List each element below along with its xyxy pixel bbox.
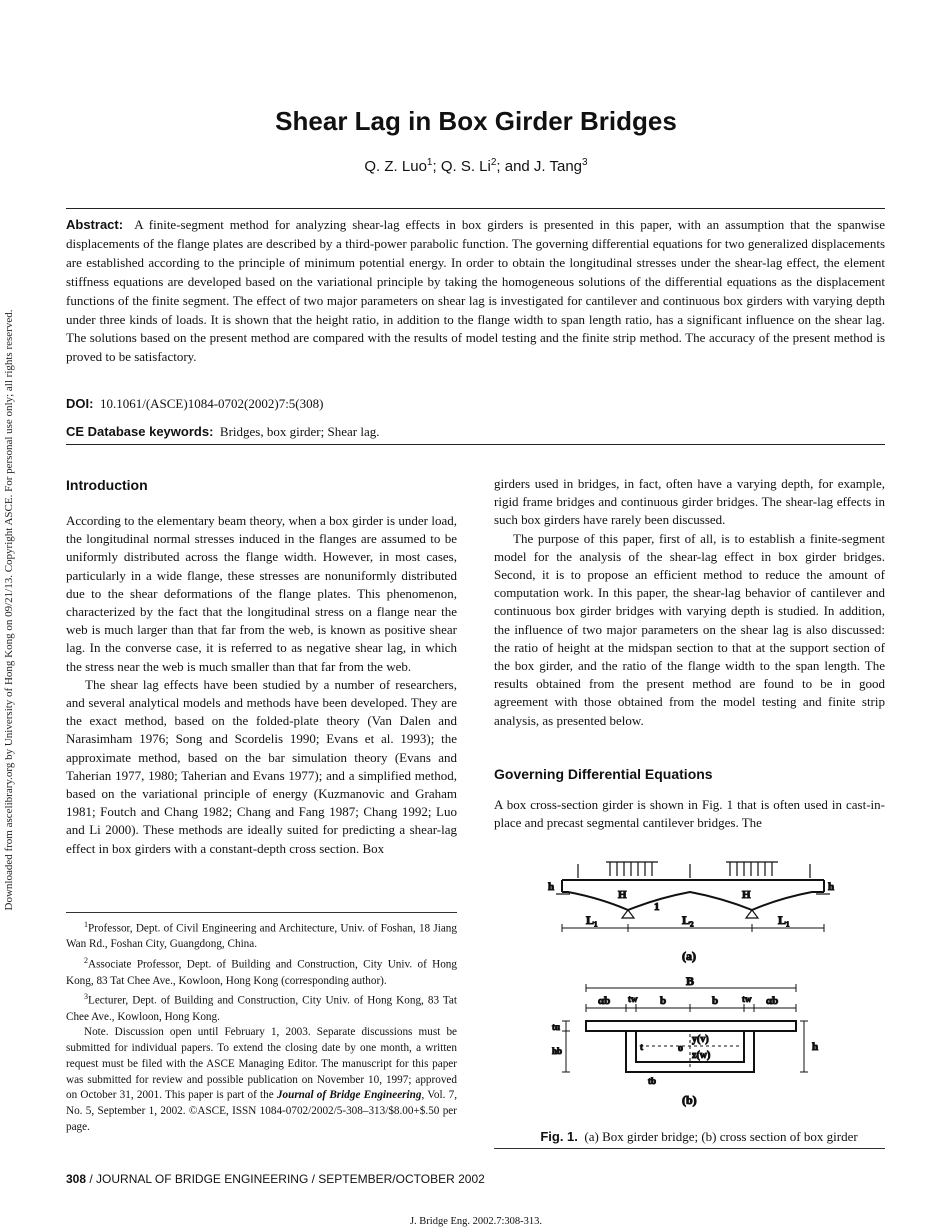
fig-label: tb [648, 1076, 657, 1086]
fig-label: tw [628, 994, 638, 1004]
fig-label: L₂ [682, 913, 694, 927]
fig-label: o [678, 1043, 683, 1054]
fig-label: L₁ [586, 913, 598, 927]
fig-label: b [660, 995, 667, 1007]
fig-label: αb [766, 995, 779, 1007]
fig-label: tw [742, 994, 752, 1004]
fig-label: H [618, 889, 627, 901]
paper-title: Shear Lag in Box Girder Bridges [275, 106, 677, 136]
fig-label: B [686, 974, 695, 988]
introduction-body [66, 512, 457, 858]
abstract-bottom-rule [66, 444, 885, 445]
governing-equations-body [494, 796, 885, 832]
abstract-top-rule [66, 208, 885, 209]
fig-label: h [548, 881, 555, 893]
paragraph: According to the elementary beam theory, when a box girder is under load, the longitudinal normal stresses induced in the flanges are assumed to be uniformly distributed across the flange width. However, in most cases, particularly in a wide flange, these stresses are nonuniformly distributed due to the shear deformations of the flange plates. This phenomenon, characterized by the fact that the longitudinal stress on a flange near the web is much larger than that far from the web, is known as positive shear lag. In the converse case, it is referred to as negative shear lag, in which the stress near the web is much smaller than that far from the web. [66, 513, 457, 674]
citation-footer: J. Bridge Eng. 2002.7:308-313. [409, 1216, 543, 1227]
figure-1-caption: Fig. 1. (a) Box girder bridge; (b) cross section of box girder [540, 1129, 858, 1144]
box-girder-diagram [540, 848, 840, 1110]
subfigure-a-label: (a) [682, 949, 696, 963]
abstract [66, 216, 885, 367]
caption-rule [494, 1148, 885, 1149]
fig-label: b [712, 995, 719, 1007]
fig-label: t [640, 1042, 643, 1052]
doi-line: DOI: 10.1061/(ASCE)1084-0702(2002)7:5(308) [66, 396, 324, 411]
doi-value[interactable]: 10.1061/(ASCE)1084-0702(2002)7:5(308) [99, 396, 324, 411]
abstract-text: A finite-segment method for analyzing shear-lag effects in box girders is presented in this paper, with an assumption that the spanwise displacements of the flange plates are described by a third-power parabolic function. The governing differential equations for two generalized displacements are established according to the principle of minimum potential energy. In order to obtain the longitudinal stresses under the shear-lag effect, the element stiffness equations are developed based on the variational principle by taking the homogeneous solutions of the differential equations as the displacement functions of the finite segment. The effect of two major parameters on shear lag is investigated for cantilever and continuous box girders with varying depth under three kinds of loads. It is shown that the height ratio, in addition to the flange width to span length ratio, has a significant influence on the shear lag. The solutions based on the present method are compared with the results of model testing and the finite strip method. The accuracy of the present method is proved to be satisfactory. [66, 217, 885, 365]
fig-label: h [812, 1041, 819, 1053]
running-footer: 308 / JOURNAL OF BRIDGE ENGINEERING / SEPTEMBER/OCTOBER 2002 [66, 1172, 485, 1186]
download-notice: Downloaded from ascelibrary.org by University of Hong Kong on 09/21/13. Copyright ASCE. For personal use only; all rights reserved. [3, 309, 15, 911]
paragraph: A box cross-section girder is shown in Fig. 1 that is often used in cast-in-place and precast segmental cantilever bridges. The [494, 797, 885, 831]
footnote-rule [66, 912, 457, 913]
author-list: Q. Z. Luo$^1$; Q. S. Li$^2$; and J. Tang$^3$ [364, 157, 588, 175]
distributed-load-arrows [578, 862, 810, 878]
paragraph: The purpose of this paper, first of all, is to establish a finite-segment model for the analysis of the shear-lag effect in box girder bridges. Second, it is to propose an efficient method to reduce the amount of computation work. In this paper, the shear-lag behavior of cantilever and continuous box girder bridges with varying depth is studied. In addition, the influence of two major parameters on the shear lag is also discussed: the ratio of height at the midspan section to that at the support section of the box girder, and the ratio of the flange width to the span length. The results obtained from the present method are found to be in good agreement with those obtained from the model testing and finite strip analysis, as presented below. [494, 530, 885, 728]
fig-label: H [742, 889, 751, 901]
abstract-label: Abstract: [66, 217, 124, 232]
right-column-body [494, 475, 885, 730]
girder-elevation [562, 880, 824, 910]
page-number: 308 [66, 1172, 87, 1186]
paragraph: The shear lag effects have been studied by a number of researchers, and several analytical models and methods have been developed. They are the exact method, based on the folded-plate theory (Van Dalen and Narasimham 1976; Song and Scordelis 1990; Evans et al. 1993); the approximate method, based on the bar simulation theory (Evans and Taherian 1977, 1980; Taherian and Evans 1977); and a simplified method, based on the variational principle of energy (Kuzmanovic and Graham 1981; Foutch and Chang 1982; Chang and Fang 1987; Chang 1992; Luo and Li 2000). These methods are ideally suited for predicting a shear-lag effect in box girders with a constant-depth cross section. Box [66, 676, 457, 856]
introduction-heading: Introduction [66, 477, 148, 493]
fig-label: αb [598, 995, 611, 1007]
fig-label: 1 [654, 901, 660, 913]
governing-equations-heading: Governing Differential Equations [494, 766, 713, 782]
paragraph: girders used in bridges, in fact, often have a varying depth, for example, rigid frame bridges and continuous girder bridges. The shear-lag effects in such box girders have rarely been discussed. [494, 476, 885, 528]
fig-label: tu [552, 1022, 561, 1032]
footnote-1: $^1$Professor, Dept. of Civil Engineering and Architecture, Univ. of Foshan, 18 Jiang Wan Rd., Foshan City, Guangdong, China. [66, 920, 457, 951]
fig-label: z(w) [692, 1050, 711, 1061]
discussion-note: Note. Discussion open until February 1, 2003. Separate discussions must be submitted for individual papers. To extend the closing date by one month, a written request must be filed with the ASCE Managing Editor. The manuscript for this paper was submitted for review and possible publication on November 10, 1997; approved on October 31, 2001. This paper is part of the Journal of Bridge Engineering, Vol. 7, No. 5, September 1, 2002. ©ASCE, ISSN 1084-0702/2002/5-308–313/$8.00+$.50 per page. [66, 1026, 458, 1133]
keywords-line: CE Database keywords: Bridges, box girder; Shear lag. [66, 424, 380, 439]
fig-label: hb [552, 1046, 563, 1056]
figure-1 [540, 848, 840, 1110]
fig-label: y(v) [692, 1034, 709, 1045]
footnote-3: $^3$Lecturer, Dept. of Building and Construction, City Univ. of Hong Kong, 83 Tat Chee Ave., Kowloon, Hong Kong. [66, 992, 457, 1023]
footnote-2: $^2$Associate Professor, Dept. of Building and Construction, City Univ. of Hong Kong, 83 Tat Chee Ave., Kowloon, Hong Kong (corresponding author). [66, 956, 457, 987]
fig-label: h [828, 881, 835, 893]
subfigure-b-label: (b) [682, 1093, 697, 1107]
footnotes [66, 917, 457, 1135]
fig-label: L₁ [778, 913, 790, 927]
